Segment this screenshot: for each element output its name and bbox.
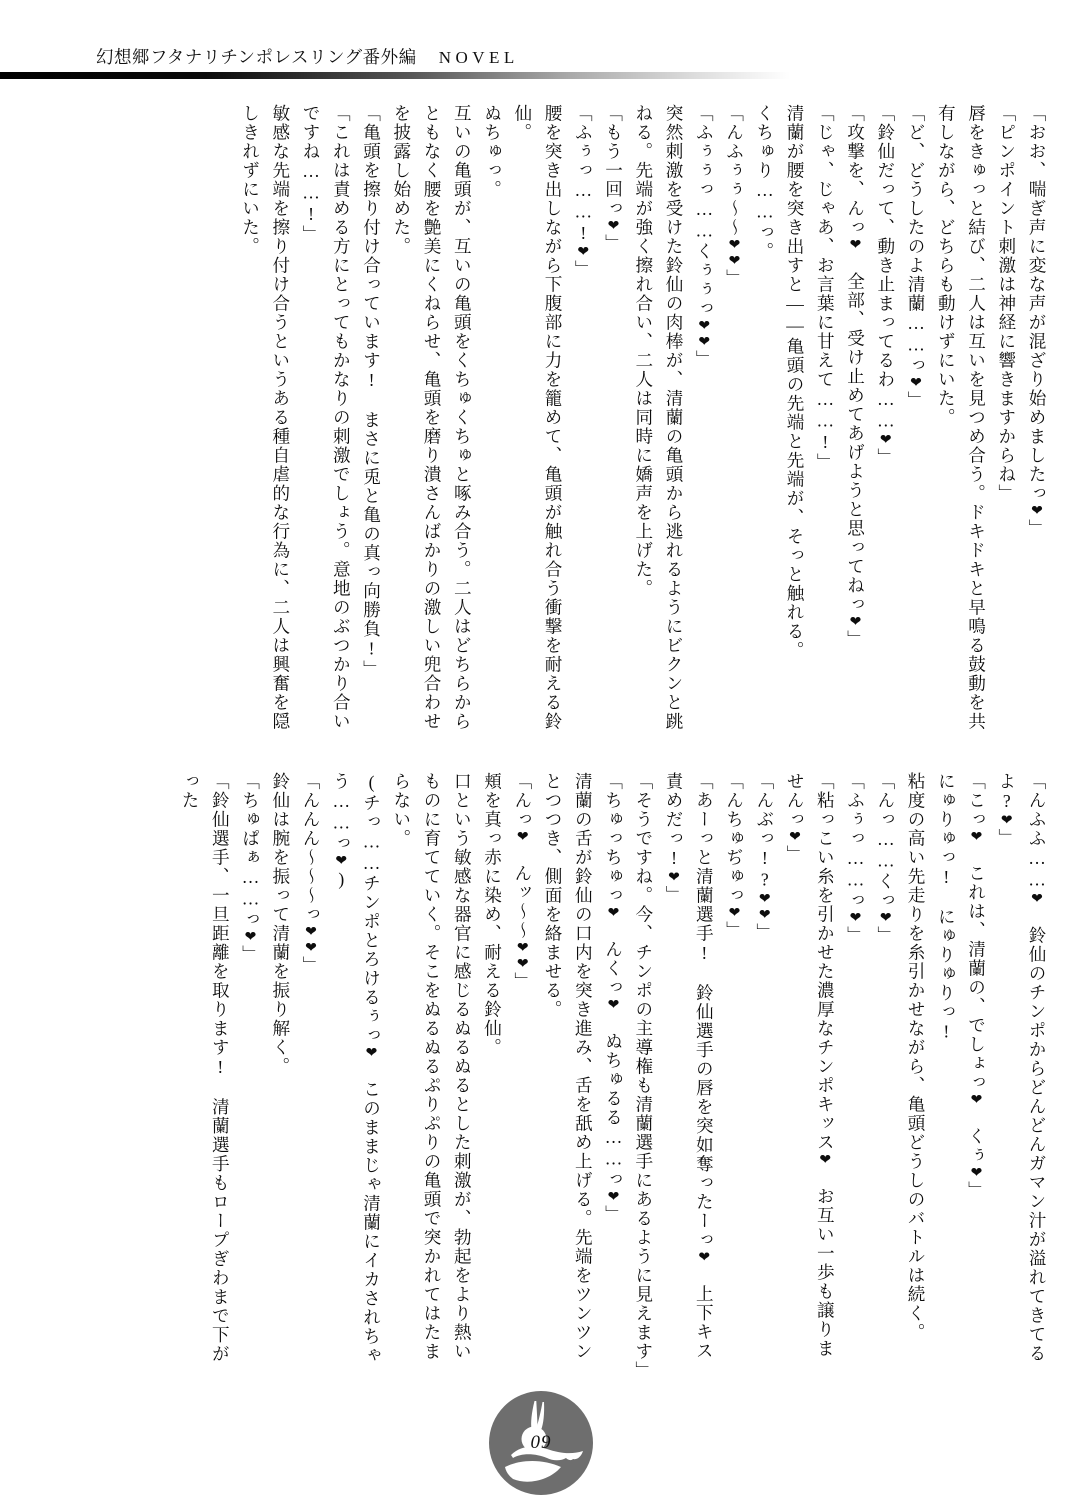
heart-icon: ❤ (877, 909, 894, 926)
paragraph: 「ピンポイント刺激は神経に響きますからね」 (996, 104, 1017, 503)
heart-icon: ❤ (242, 928, 259, 945)
body-text-upper (108, 104, 1052, 744)
heart-icon: ❤ (726, 905, 743, 921)
heart-icon: ❤ (514, 829, 531, 845)
heart-icon: ❤ (847, 909, 864, 926)
paragraph: 「ふぅぅっ……くぅぅっ❤❤」 (694, 104, 715, 369)
heart-icon: ❤ (696, 333, 713, 350)
heart-icon: ❤ (847, 237, 864, 253)
paragraph: 粘度の高い先走りを糸引かせながら、亀頭どうしのバトルは続く。 (906, 772, 926, 1342)
page-title-latin: NOVEL (438, 48, 519, 67)
paragraph: 「ど、どうしたのよ清蘭……っ❤」 (906, 104, 926, 410)
heart-icon: ❤ (877, 431, 894, 448)
paragraph: 「じゃ、じゃあ、お言葉に甘えて……!」 (815, 104, 836, 473)
heart-icon: ❤ (514, 956, 531, 972)
paragraph: 「ちゅっちゅっ❤ んくっ❤ ぬちゅるる……っ❤」 (603, 772, 624, 1224)
paragraph: 「粘っこい糸を引かせた濃厚なチンポキッス❤ お互い一歩も譲りませんっ❤」 (785, 772, 836, 1358)
heart-icon: ❤ (787, 829, 803, 845)
paragraph: 腰を突き出しながら下腹部に力を籠めて、亀頭が触れ合う衝撃を耐える鈴仙。 (512, 104, 563, 731)
heart-icon: ❤ (696, 1249, 713, 1266)
paragraph: ぬちゅっ。 (482, 104, 503, 199)
paragraph: 「んっ❤ んッ～～❤❤」 (512, 772, 533, 991)
heart-icon: ❤ (817, 1152, 834, 1168)
paragraph: 「こっ❤ これは、清蘭の、でしょっ❤ くぅ❤」 (966, 772, 987, 1200)
paragraph: 突然刺激を受けた鈴仙の肉棒が、清蘭の亀頭から逃れるようにビクンと跳ねる。先端が強く擦れ合い、二人は同時に嬌声を上げた。 (633, 104, 684, 731)
heart-icon: ❤ (605, 218, 622, 234)
heart-icon: ❤ (666, 869, 682, 886)
heart-icon: ❤ (1029, 503, 1045, 519)
paragraph: にゅりゅっ! にゅりゅりっ! (936, 772, 957, 1043)
heart-icon: ❤ (303, 940, 319, 956)
paragraph: 「んんん～～～っ❤❤」 (301, 772, 321, 975)
paragraph: 鈴仙は腕を振って清蘭を振り解く。 (270, 772, 291, 1076)
paragraph: 「そうですね。今、チンポの主導権も清蘭選手にあるように見えます」 (633, 772, 654, 1380)
paragraph: 「ふぅっ……!❤」 (573, 104, 594, 280)
body-text-lower (108, 772, 1052, 1380)
heart-icon: ❤ (333, 852, 350, 869)
paragraph: 「ちゅぱぁ……っ❤」 (240, 772, 261, 964)
paragraph: 「鈴仙選手、一旦距離を取ります! 清蘭選手もロープぎわまで下がった (180, 772, 231, 1364)
page-header (0, 0, 1080, 90)
heart-icon: ❤ (908, 374, 924, 391)
page-title-japanese: 幻想郷フタナリチンポレスリング番外編 (96, 47, 417, 67)
heart-icon: ❤ (968, 1165, 985, 1181)
paragraph: 「攻撃を、んっ❤ 全部、受け止めてあげようと思ってねっ❤」 (845, 104, 866, 649)
heart-icon: ❤ (696, 317, 713, 334)
paragraph: 頬を真っ赤に染め、耐える鈴仙。 (482, 772, 503, 1057)
heart-icon: ❤ (1029, 890, 1045, 907)
heart-icon: ❤ (575, 244, 592, 261)
heart-icon: ❤ (605, 1188, 622, 1205)
paragraph: 「ふぅっ……っ❤」 (845, 772, 866, 945)
heart-icon: ❤ (968, 1092, 985, 1108)
heart-icon: ❤ (968, 829, 985, 845)
paragraph: 「鈴仙だって、動き止まってるわ……❤」 (875, 104, 896, 467)
heart-icon: ❤ (756, 890, 773, 907)
paragraph: 「んふふ……❤ 鈴仙のチンポからどんどんガマン汁が溢れてきてるよ?❤」 (996, 772, 1047, 1363)
paragraph: 「んっ……くっ❤」 (875, 772, 896, 945)
paragraph: 互いの亀頭が、互いの亀頭をくちゅくちゅと啄み合う。二人はどちらからともなく腰を艶美にくねらせ、亀頭を磨り潰さんばかりの激しい兜合わせを披露し始めた。 (391, 104, 473, 731)
header-divider-rule (0, 72, 790, 79)
heart-icon: ❤ (605, 905, 622, 921)
heart-icon: ❤ (726, 253, 743, 269)
heart-icon: ❤ (605, 997, 622, 1013)
rabbit-logo (487, 1389, 595, 1497)
page-title (96, 44, 519, 69)
paragraph: くちゅり……っ。 (754, 104, 775, 261)
paragraph: 「おお、喘ぎ声に変な声が混ざり始めましたっ❤」 (1027, 104, 1047, 538)
paragraph: 口という敏感な器官に感じるぬるぬるとした刺激が、勃起をより熱いものに育てていく。そこをぬるぬるぷりぷりの亀頭で突かれてはたまらない。 (391, 772, 473, 1361)
heart-icon: ❤ (514, 940, 531, 956)
heart-icon: ❤ (363, 1045, 380, 1062)
heart-icon: ❤ (847, 614, 864, 630)
paragraph: 唇をきゅっと結び、二人は互いを見つめ合う。ドキドキと早鳴る鼓動を共有しながら、どちらも動けずにいた。 (936, 104, 987, 731)
paragraph: 「亀頭を擦り付け合っています! まさに兎と亀の真っ向勝負!」 (361, 104, 382, 679)
heart-icon: ❤ (303, 924, 319, 940)
paragraph: 「もう一回っ❤」 (603, 104, 624, 253)
page-number: 09 (530, 1432, 552, 1453)
paragraph: 清蘭が腰を突き出すと――亀頭の先端と先端が、そっと触れる。 (785, 104, 805, 660)
paragraph: 「これは責める方にとってもかなりの刺激でしょう。意地のぶつかり合いですね……!」 (301, 104, 352, 731)
heart-icon: ❤ (726, 237, 743, 253)
paragraph: 「んちゅぢゅっ❤」 (724, 772, 745, 940)
paragraph: 「んぶっ!?❤❤」 (754, 772, 775, 942)
paragraph: 「あーっと清蘭選手! 鈴仙選手の唇を突如奪ったーっ❤ 上下キス責めだっ!❤」 (664, 772, 715, 1361)
paragraph: 清蘭の舌が鈴仙の口内を突き進み、舌を舐め上げる。先端をツンツンとつつき、側面を絡ませる。 (543, 772, 594, 1361)
heart-icon: ❤ (756, 906, 773, 923)
heart-icon: ❤ (998, 812, 1015, 829)
paragraph: 「んふぅぅ～～❤❤」 (724, 104, 745, 288)
paragraph: 敏感な先端を擦り付け合うというある種自虐的な行為に、二人は興奮を隠しきれずにいた。 (240, 104, 291, 731)
paragraph: (チっ……チンポとろけるぅっ❤ このままじゃ清蘭にイカされちゃう……っ❤) (331, 772, 382, 1366)
